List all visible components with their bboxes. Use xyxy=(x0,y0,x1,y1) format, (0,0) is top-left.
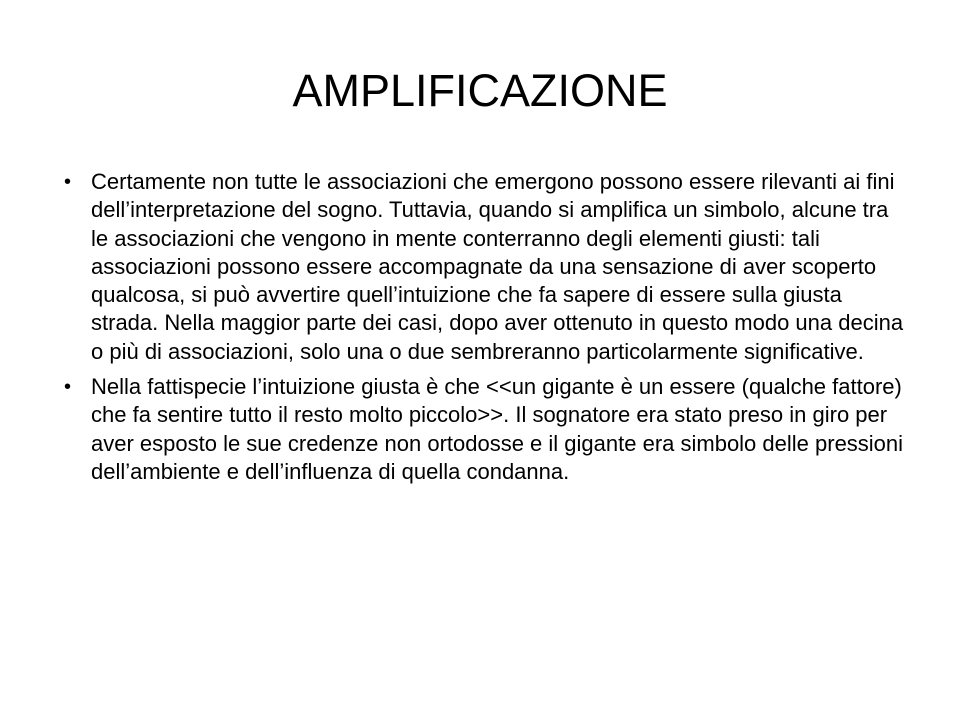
bullet-icon: • xyxy=(64,171,72,193)
bullet-icon: • xyxy=(64,376,72,399)
slide-title: AMPLIFICAZIONE xyxy=(292,65,668,116)
bullet-list xyxy=(66,168,908,493)
bullet-item-1 xyxy=(66,168,908,366)
bullet-text-1: Certamente non tutte le associazioni che emergono possono essere rilevanti ai fini dell’interpretazione del sogno. Tuttavia, quando si amplifica un simbolo, alcune tra le associazioni che vengono in mente conterranno degli elementi giusti: tali associazioni possono essere accompagnate da una sensazione di aver scoperto qualcosa, si può avvertire quell’intuizione che fa sapere di essere sulla giusta strada. Nella maggior parte dei casi, dopo aver ottenuto in questo modo una decina o più di associazioni, solo una o due sembreranno particolarmente significative. xyxy=(91,169,904,364)
bullet-text-2: Nella fattispecie l’intuizione giusta è che <<un gigante è un essere (qualche fattore) che fa sentire tutto il resto molto piccolo>>. Il sognatore era stato preso in giro per aver esposto le sue credenze non ortodosse e il gigante era simbolo delle pressioni dell’ambiente e dell’influenza di quella condanna. xyxy=(91,374,904,484)
bullet-item-2 xyxy=(66,373,908,486)
